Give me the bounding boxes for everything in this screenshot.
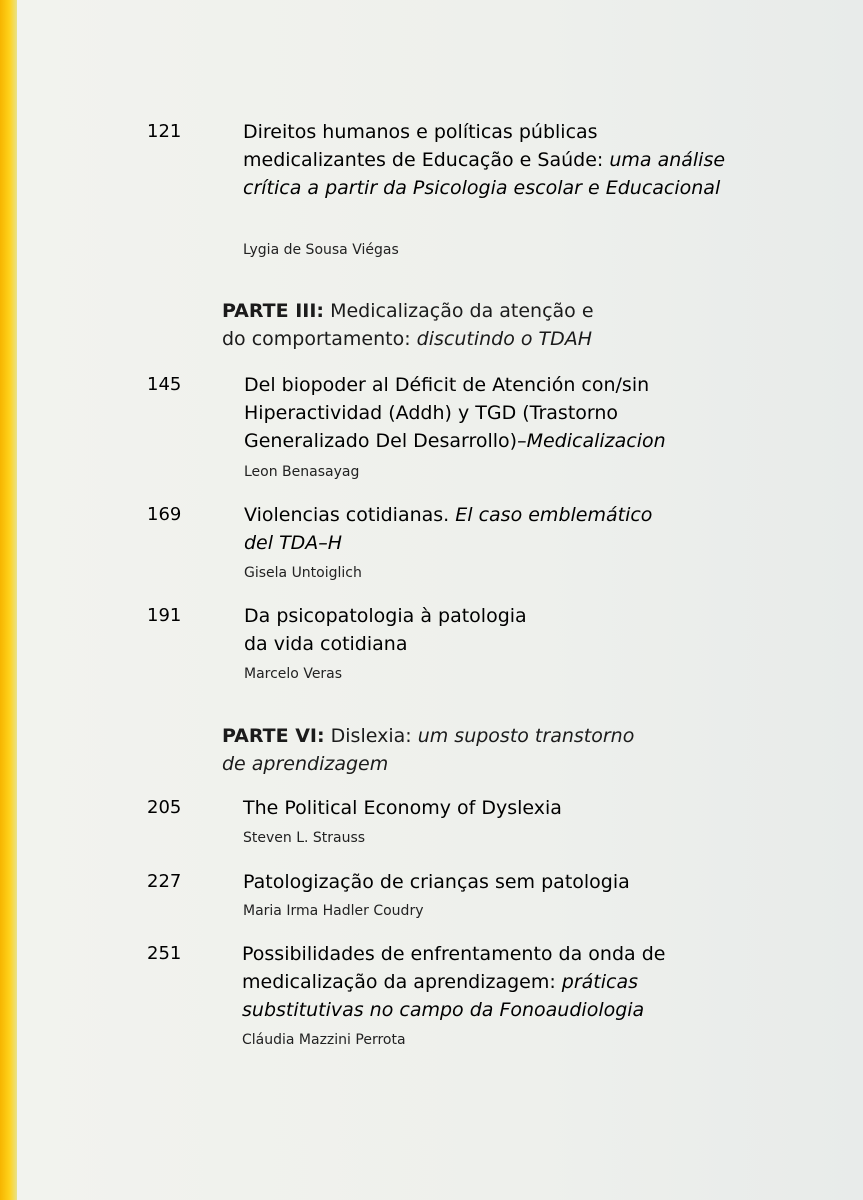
toc-title-text: The Political Economy of Dyslexia <box>243 797 562 819</box>
toc-page-number: 169 <box>147 504 182 525</box>
toc-page-number: 191 <box>147 605 182 626</box>
toc-entry-title <box>243 868 743 896</box>
toc-title-text: Direitos humanos e políticas públicas medicalizantes de Educação e Saúde: <box>243 121 604 171</box>
toc-page-number: 227 <box>147 871 182 892</box>
part-title: Dislexia: <box>330 725 412 747</box>
toc-author: Gisela Untoiglich <box>244 565 362 581</box>
toc-page-number: 251 <box>147 943 182 964</box>
toc-author: Lygia de Sousa Viégas <box>243 242 399 258</box>
part-subtitle: discutindo o TDAH <box>416 328 593 350</box>
toc-entry-title <box>243 794 743 822</box>
toc-title-text: Da psicopatologia à patologia da vida cotidiana <box>244 605 527 655</box>
book-spine-edge <box>0 0 17 1200</box>
toc-page-number: 205 <box>147 797 182 818</box>
part-label: PARTE VI: <box>222 725 325 747</box>
toc-subtitle-text: práticas substitutivas no campo da Fonoaudiologia <box>242 971 645 1021</box>
toc-page-number: 121 <box>147 121 182 142</box>
toc-entry-title <box>242 940 682 1024</box>
toc-subtitle-text: uma análise crítica a partir da Psicologia escolar e Educacional <box>243 149 726 199</box>
toc-author: Cláudia Mazzini Perrota <box>242 1032 406 1048</box>
part-heading <box>222 297 622 353</box>
toc-author: Maria Irma Hadler Coudry <box>243 903 424 919</box>
toc-title-text: Violencias cotidianas. <box>244 504 450 526</box>
toc-title-text: Patologização de crianças sem patologia <box>243 871 630 893</box>
toc-subtitle-text: El caso emblemático del TDA–H <box>244 504 653 554</box>
part-label: PARTE III: <box>222 300 325 322</box>
part-title: Medicalização da atenção e do comportamento: <box>222 300 594 350</box>
toc-entry-title <box>244 602 544 658</box>
toc-page-number: 145 <box>147 374 182 395</box>
toc-author: Steven L. Strauss <box>243 830 366 846</box>
toc-author: Leon Benasayag <box>244 464 360 480</box>
part-heading <box>222 722 662 778</box>
toc-title-text: Possibilidades de enfrentamento da onda de medicalização da aprendizagem: <box>242 943 666 993</box>
toc-subtitle-text: Medicalizacion <box>526 430 666 452</box>
toc-entry-title <box>244 501 674 557</box>
toc-entry-title <box>244 371 684 455</box>
toc-author: Marcelo Veras <box>244 666 343 682</box>
toc-title-text: Del biopoder al Déficit de Atención con/sin Hiperactividad (Addh) y TGD (Trastorno Generalizado Del Desarrollo)– <box>244 374 650 452</box>
toc-entry-title <box>243 118 743 202</box>
part-subtitle: um suposto transtorno de aprendizagem <box>222 725 635 775</box>
